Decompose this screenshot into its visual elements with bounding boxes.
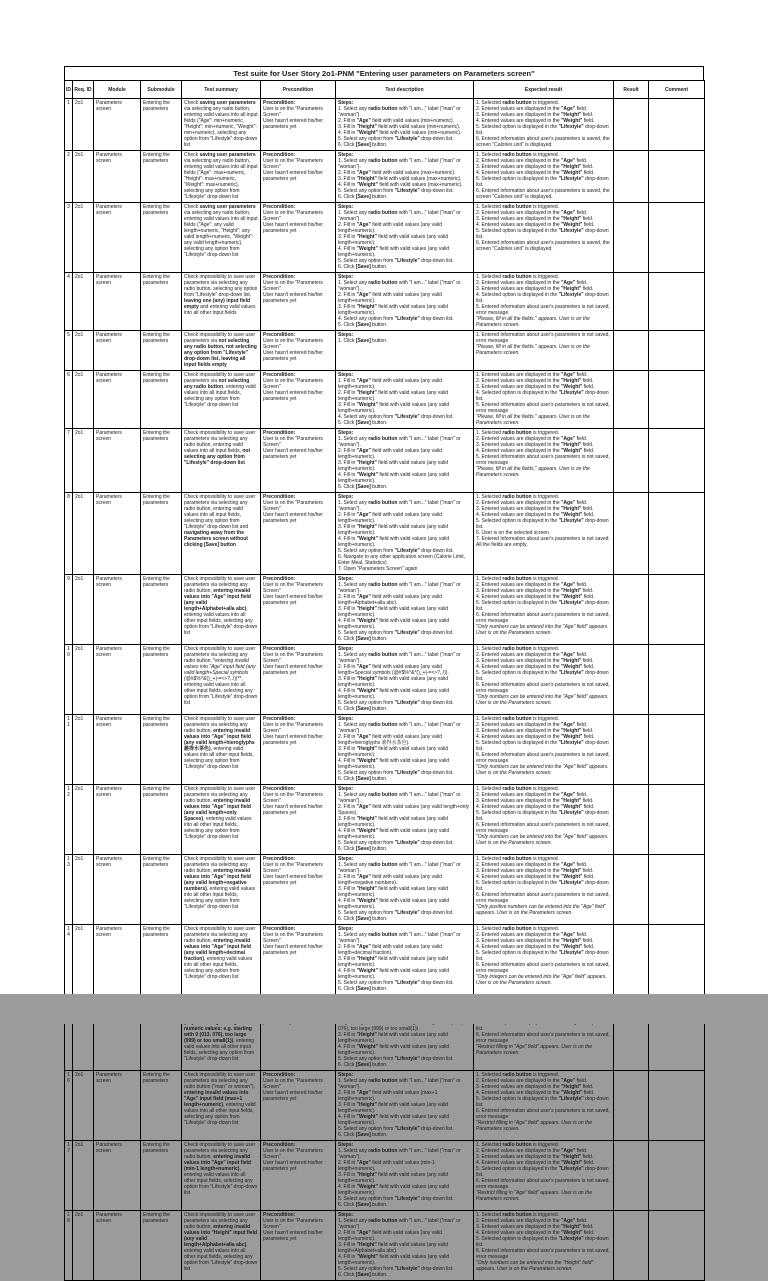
cell-result <box>614 1071 649 1141</box>
cell-req-id: 2o1 <box>73 1141 94 1211</box>
cell-result <box>614 925 649 995</box>
cell-expected-result: 1. Selected radio button is triggered. 2. Entered values are displayed in the "Age" field. 3. Entered values are displayed in the "Height" field. 4. Entered values are displayed in the "Weight" field. 5. Selected option is displayed in the "Lifestyle" drop-down list. 6. Entered information about user's parameters is not saved, error message "Only numbers can be entered into the "Age" field" appears. User is on the Parameters screen. <box>474 645 614 715</box>
cell-req-id: 2o1 <box>73 371 94 429</box>
cell-submodule: Entering the parameters <box>141 99 182 151</box>
cell-result <box>614 99 649 151</box>
cell-submodule: Entering the parameters <box>141 645 182 715</box>
cell-test-summary: Check impossibility to save user parameters via selecting any radio button, *entering invalid values into "Age" input field (any valid length+Special symbols (@#$%^&()_+|-=<>?,./))**, entering valid values into all other input fields, selecting any option from "Lifestyle" drop-down list <box>182 645 261 715</box>
cell-id: 3 <box>65 203 73 273</box>
cell-id: 14 <box>65 925 73 995</box>
cell-test-summary: Check impossibility to save user parameters via selecting any radio button, entering invalid values into "Age" input field (any valid length+hieroglyphs 誰得水茶色), entering valid values into all other input fields, selecting any option from "Lifestyle" drop-down list <box>182 715 261 785</box>
cell-test-description: Steps: 1. Select any radio button with "I am..." label ("man" or "woman"). 2. Fill in "Age" field with valid values (any valid length+Alphabet+alla abc). 3. Fill in "Height" field with valid values (any valid length+numeric). 4. Fill in "Weight" field with valid values (any valid length+numeric). 5. Select any option from "Lifestyle" drop-down list. 6. Click [Save] button. <box>336 575 474 645</box>
viewer-background-band <box>0 994 768 1024</box>
cell-expected-result: 1. Selected radio button is triggered. 2. Entered values are displayed in the "Age" field. 3. Entered values are displayed in the "Height" field. 4. Entered values are displayed in the "Weight" field. 5. Selected option is displayed in the "Lifestyle" drop-down list. 6. Entered information about user's parameters is not saved, error message "Restrict filling in "Age" field" appears. User is on the Parameters screen. <box>474 1071 614 1141</box>
test-suite-table <box>64 80 705 1281</box>
cell-test-summary: Check saving user parameters via selecting any radio button, entering valid values into all input fields ("Age": any valid length+numeric, "Height": any valid length+numeric, "Weight": any valid length+numeric), selecting any option from "Lifestyle" drop-down list <box>182 203 261 273</box>
cell-comment <box>649 429 705 493</box>
cell-test-description: Steps: 1. Select any radio button with "I am..." label ("man" or "woman"). 2. Fill in "Age" field with valid values (any valid length+only Spaces). 3. Fill in "Height" field with valid values (any valid length+numeric). 4. Fill in "Weight" field with valid values (any valid length+numeric). 5. Select any option from "Lifestyle" drop-down list. 6. Click [Save] button. <box>336 785 474 855</box>
table-row <box>65 331 705 371</box>
cell-test-description: Steps: 1. Select any radio button with "I am..." label ("man" or "woman"). 2. Fill in "Age" field with valid values (max+1 length+numeric). 3. Fill in "Height" field with valid values (any valid length+numeric). 4. Fill in "Weight" field with valid values (any valid length+numeric). 5. Select any option from "Lifestyle" drop-down list. 6. Click [Save] button. <box>336 1071 474 1141</box>
table-row <box>65 715 705 785</box>
table-row <box>65 273 705 331</box>
cell-test-description: Steps: 1. Select any radio button with "I am..." label ("man" or "woman"). 2. Fill in "Age" field with valid values (any valid length+numeric). 3. Fill in "Height" field with valid values (any valid length+numeric). 4. Fill in "Weight" field with valid values (any valid length+numeric). 5. Select any option from "Lifestyle" drop-down list. 6. Navigate to any other application screen (Calorie Limit, Enter Meal, Statistics) 7. Open "Parameters Screen" again <box>336 493 474 575</box>
table-row <box>65 371 705 429</box>
cell-submodule: Entering the parameters <box>141 785 182 855</box>
cell-test-summary: Check impossibility to save user parameters via selecting any radio button, entering invalid values into "Age" input field (any valid length+only Spaces), entering valid values into all other input fields, selecting any option from "Lifestyle" drop-down list <box>182 785 261 855</box>
table-row <box>65 575 705 645</box>
cell-submodule: Entering the parameters <box>141 331 182 371</box>
cell-precondition: Precondition: User is on the "Parameters Screen" User hasn't entered his/her parameters yet <box>261 645 336 715</box>
table-row <box>65 1141 705 1211</box>
cell-req-id: 2o1 <box>73 785 94 855</box>
table-row <box>65 645 705 715</box>
cell-submodule: Entering the parameters <box>141 925 182 995</box>
cell-precondition: Precondition: User is on the "Parameters Screen" User hasn't entered his/her parameters yet <box>261 331 336 371</box>
cell-test-summary: Check impossibility to save user parameters via selecting any radio button ("man" or woman"), entering invalid values into "Age" input field (max+1 length+numeric), entering valid values into all other input fields, selecting any option from "Lifestyle" drop-down list <box>182 1071 261 1141</box>
cell-test-description: Steps: 1. Select any radio button with "I am..." label ("man" or "woman"). 2. Fill in "Age" field with valid values (any valid length+decimal fraction). 3. Fill in "Height" field with valid values (any valid length+numeric). 4. Fill in "Weight" field with valid values (any valid length+numeric). 5. Select any option from "Lifestyle" drop-down list. 6. Click [Save] button. <box>336 925 474 995</box>
cell-precondition: Precondition: User is on the "Parameters Screen" User hasn't entered his/her parameters yet <box>261 925 336 995</box>
cell-id: 17 <box>65 1141 73 1211</box>
cell-comment <box>649 331 705 371</box>
cell-test-description: Steps: 1. Fill in "Age" field with valid values (any valid length+numeric). 2. Fill in "Height" field with valid values (any valid length+numeric). 3. Fill in "Weight" field with valid values (any valid length+numeric). 4. Select any option from "Lifestyle" drop-down list. 5. Click [Save] button. <box>336 371 474 429</box>
cell-test-summary: Check impossibility to save user parameters via selecting any radio button, entering invalid values into "Age" input field (any valid length+negative numbers), entering valid values into all other input fields, selecting any option from "Lifestyle" drop-down list <box>182 855 261 925</box>
cell-precondition: Precondition: User is on the "Parameters Screen" User hasn't entered his/her parameters yet <box>261 855 336 925</box>
column-header-precondition: Precondition <box>261 81 336 99</box>
cell-module: Parameters screen <box>94 785 141 855</box>
cell-precondition: Precondition: User is on the "Parameters Screen" User hasn't entered his/her parameters yet <box>261 1141 336 1211</box>
cell-test-description: Steps: 1. Select any radio button with "I am..." label ("man" or "woman"). 2. Fill in "Age" field with valid values (any valid length+numeric). 3. Fill in "Height" field with valid values (any valid length+numeric). 4. Fill in "Weight" field with valid values (any valid length+numeric). 5. Click [Save] button. <box>336 429 474 493</box>
cell-precondition: Precondition: User is on the "Parameters Screen" User hasn't entered his/her parameters yet <box>261 785 336 855</box>
cell-result <box>614 429 649 493</box>
cell-comment <box>649 715 705 785</box>
column-header-result: Result <box>614 81 649 99</box>
cell-precondition: Precondition: User is on the "Parameters Screen" User hasn't entered his/her parameters yet <box>261 429 336 493</box>
cell-precondition: Precondition: User is on the "Parameters Screen" User hasn't entered his/her parameters yet <box>261 203 336 273</box>
cell-test-description: Steps: 1. Select any radio button with "I am..." label ("man" or "woman"). 2. Fill in "Age" field with valid values (max+numeric). 3. Fill in "Height" field with valid values (max+numeric). 4. Fill in "Weight" field with valid values (max+numeric). 5. Select any option from "Lifestyle" drop-down list. 6. Click [Save] button. <box>336 151 474 203</box>
cell-id: 18 <box>65 1211 73 1281</box>
cell-id: 16 <box>65 1071 73 1141</box>
cell-comment <box>649 151 705 203</box>
cell-id: 9 <box>65 575 73 645</box>
cell-req-id: 2o1 <box>73 429 94 493</box>
table-row <box>65 429 705 493</box>
cell-expected-result: 1. Entered values are displayed in the "Age" field. 2. Entered values are displayed in the "Height" field. 3. Entered values are displayed in the "Weight" field. 4. Selected option is displayed in the "Lifestyle" drop-down list. 5. Entered information about user's parameters is not saved, error message "Please, fill in all the fields." appears. User is on the Parameters screen. <box>474 371 614 429</box>
cell-test-description: Steps: 1. Select any radio button with "I am..." label ("man" or "woman"). 2. Fill in "Age" field with valid values (any valid length+numeric). 3. Fill in "Height" field with valid values (any valid length+numeric). 4. Select any option from "Lifestyle" drop-down list. 5. Click [Save] button. <box>336 273 474 331</box>
cell-result <box>614 645 649 715</box>
cell-submodule: Entering the parameters <box>141 151 182 203</box>
cell-req-id: 2o1 <box>73 855 94 925</box>
cell-submodule: Entering the parameters <box>141 273 182 331</box>
cell-submodule: Entering the parameters <box>141 575 182 645</box>
cell-req-id: 2o1 <box>73 1071 94 1141</box>
cell-module: Parameters screen <box>94 925 141 995</box>
cell-expected-result: 1. Selected radio button is triggered. 2. Entered values are displayed in the "Age" field. 3. Entered values are displayed in the "Height" field. 4. Entered values are displayed in the "Weight" field. 5. Selected option is displayed in the "Lifestyle" drop-down list. 6. Entered information about user's parameters is not saved, error message "Only numbers can be entered into the "Age" field" appears. User is on the Parameters screen. <box>474 715 614 785</box>
cell-id: 11 <box>65 715 73 785</box>
cell-expected-result: 1. Selected radio button is triggered. 2. Entered values are displayed in the "Age" field. 3. Entered values are displayed in the "Height" field. 4. Entered values are displayed in the "Weight" field. 5. Selected option is displayed in the "Lifestyle" drop-down list. 6. Entered information about user's parameters is not saved, error message "Only numbers can be entered into the "Age" field" appears. User is on the Parameters screen. <box>474 575 614 645</box>
cell-id: 6 <box>65 371 73 429</box>
table-row <box>65 785 705 855</box>
cell-req-id: 2o1 <box>73 151 94 203</box>
cell-module: Parameters screen <box>94 1211 141 1281</box>
cell-result <box>614 575 649 645</box>
cell-comment <box>649 575 705 645</box>
column-header-test-summary: Test summary <box>182 81 261 99</box>
cell-id: 13 <box>65 855 73 925</box>
cell-expected-result: 1. Selected radio button is triggered. 2. Entered values are displayed in the "Age" field. 3. Entered values are displayed in the "Height" field. 4. Entered values are displayed in the "Weight" field. 5. Selected option is displayed in the "Lifestyle" drop-down list. 6. Entered information about user's parameters is saved, the screen "Calories unit" is displayed. <box>474 203 614 273</box>
cell-expected-result: 1. Selected radio button is triggered. 2. Entered values are displayed in the "Age" field. 3. Entered values are displayed in the "Height" field. 4. Entered values are displayed in the "Weight" field. 5. Selected option is displayed in the "Lifestyle" drop-down list. 6. Entered information about user's parameters is not saved, error message "Restrict filling in "Age" field" appears. User is on the Parameters screen. <box>474 1141 614 1211</box>
table-row <box>65 99 705 151</box>
cell-comment <box>649 1211 705 1281</box>
cell-module: Parameters screen <box>94 575 141 645</box>
cell-req-id: 2o1 <box>73 715 94 785</box>
cell-comment <box>649 785 705 855</box>
cell-result <box>614 203 649 273</box>
cell-expected-result: 1. Entered information about user's parameters is not saved, error message "Please, fill in all the fields." appears. User is on the Parameters screen. <box>474 331 614 371</box>
cell-result <box>614 331 649 371</box>
cell-test-description: Steps: 1. Select any radio button with "I am..." label ("man" or "woman"). 2. Fill in "Age" field with valid values (any valid length+numeric). 3. Fill in "Height" field with valid values (any valid length+numeric). 4. Fill in "Weight" field with valid values (any valid length+numeric). 5. Select any option from "Lifestyle" drop-down list. 6. Click [Save] button. <box>336 203 474 273</box>
cell-expected-result: 1. Selected radio button is triggered. 2. Entered values are displayed in the "Age" field. 3. Entered values are displayed in the "Height" field. 4. Entered values are displayed in the "Weight" field. 5. Selected option is displayed in the "Lifestyle" drop-down list. 6. Entered information about user's parameters is saved, the screen "Calories unit" is displayed. <box>474 99 614 151</box>
cell-comment <box>649 371 705 429</box>
cell-precondition: Precondition: User is on the "Parameters Screen" User hasn't entered his/her parameters yet <box>261 1071 336 1141</box>
cell-test-summary: Check impossibility to save user parameters via not selecting any radio button, entering valid values into all input fields, selecting any option from "Lifestyle" drop-down list <box>182 371 261 429</box>
cell-expected-result: list. 6. Entered information about user's parameters is not saved, error message "Restrict filling in "Age" field" appears. User is on the Parameters screen. <box>474 995 614 1071</box>
cell-precondition: Precondition: User is on the "Parameters Screen" User hasn't entered his/her parameters yet <box>261 715 336 785</box>
cell-test-summary: Check saving user parameters via selecting any radio button, entering valid values into all input fields ("Age": min+numeric, "Height": min+numeric, "Weight": min+numeric), selecting any option from "Lifestyle" drop-down list <box>182 99 261 151</box>
cell-comment <box>649 203 705 273</box>
cell-id: 1 <box>65 99 73 151</box>
cell-result <box>614 855 649 925</box>
cell-submodule: Entering the parameters <box>141 1071 182 1141</box>
cell-test-description: Steps: 1. Click [Save] button. <box>336 331 474 371</box>
table-row <box>65 1071 705 1141</box>
column-header-comment: Comment <box>649 81 705 99</box>
cell-id: 8 <box>65 493 73 575</box>
cell-submodule: Entering the parameters <box>141 1141 182 1211</box>
cell-module: Parameters screen <box>94 371 141 429</box>
cell-precondition: Precondition: User is on the "Parameters Screen" User hasn't entered his/her parameters yet <box>261 493 336 575</box>
cell-module: Parameters screen <box>94 331 141 371</box>
cell-id: 10 <box>65 645 73 715</box>
cell-result <box>614 371 649 429</box>
cell-req-id: 2o1 <box>73 331 94 371</box>
cell-submodule: Entering the parameters <box>141 715 182 785</box>
cell-test-description: Steps: 1. Select any radio button with "I am..." label ("man" or "woman"). 2. Fill in "Age" field with valid values (any valid length+hieroglyphs 誰得水茶色). 3. Fill in "Height" field with valid values (any valid length+numeric). 4. Fill in "Weight" field with valid values (any valid length+numeric). 5. Select any option from "Lifestyle" drop-down list. 6. Click [Save] button. <box>336 715 474 785</box>
cell-comment <box>649 273 705 331</box>
cell-test-summary: Check impossibility to save user parameters via selecting any radio button, entering invalid values into "Age" input field (any valid length+Alphabet+alla abc), entering valid values into all other input fields, selecting any option from "Lifestyle" drop-down list <box>182 575 261 645</box>
cell-req-id: 2o1 <box>73 575 94 645</box>
cell-test-summary: Check impossibility to save user parameters via selecting any radio button, entering invalid values into "Age" input field (any valid length+decimal fraction), entering valid values into all other input fields, selecting any option from "Lifestyle" drop-down list <box>182 925 261 995</box>
column-header-id: ID <box>65 81 73 99</box>
cell-id: 2 <box>65 151 73 203</box>
cell-result <box>614 151 649 203</box>
table-row <box>65 203 705 273</box>
cell-precondition: Precondition: User is on the "Parameters Screen" User hasn't entered his/her parameters yet <box>261 371 336 429</box>
cell-module: Parameters screen <box>94 1141 141 1211</box>
cell-comment <box>649 493 705 575</box>
cell-test-summary: Check saving user parameters via selecting any radio button, entering valid values into all input fields ("Age": max+numeric, "Height": max+numeric, "Weight": max+numeric), selecting any option from "Lifestyle" drop-down list <box>182 151 261 203</box>
cell-test-summary: Check impossibility to save user parameters via selecting any radio button, entering invalid values into "Age" input field (min-1 length+numeric), entering valid values into all other input fields, selecting any option from "Lifestyle" drop-down list <box>182 1141 261 1211</box>
cell-expected-result: 1. Selected radio button is triggered. 2. Entered values are displayed in the "Age" field. 3. Entered values are displayed in the "Height" field. 4. Entered values are displayed in the "Weight" field. 5. Entered information about user's parameters is not saved, error message "Please, fill in all the fields." appears. User is on the Parameters screen. <box>474 429 614 493</box>
cell-test-summary: Check impossibility to save user parameters via selecting any radio button, selecting any option from "Lifestyle" drop-down list, leaving one (any) input field empty and entering valid values into all other input fields <box>182 273 261 331</box>
cell-comment <box>649 645 705 715</box>
cell-module: Parameters screen <box>94 429 141 493</box>
cell-expected-result: 1. Selected radio button is triggered. 2. Entered values are displayed in the "Age" field. 3. Entered values are displayed in the "Height" field. 4. Entered values are displayed in the "Weight" field. 5. Selected option is displayed in the "Lifestyle" drop-down list. 6. Entered information about user's parameters is not saved, error message "Only numbers can be entered into the "Height" field" appears. User is on the Parameters screen. <box>474 1211 614 1281</box>
cell-req-id: 2o1 <box>73 273 94 331</box>
cell-test-summary: Check impossibility to save user parameters via selecting any radio button, entering invalid values into "Height" input field (any valid length+Alphabet+alla abc), entering valid values into all other input fields, selecting any option from "Lifestyle" drop-down list <box>182 1211 261 1281</box>
table-row <box>65 493 705 575</box>
cell-expected-result: 1. Selected radio button is triggered. 2. Entered values are displayed in the "Age" field. 3. Entered values are displayed in the "Height" field. 4. Entered values are displayed in the "Weight" field. 5. Selected option is displayed in the "Lifestyle" drop-down list. 6. Entered information about user's parameters is saved, the screen "Calories unit" is displayed. <box>474 151 614 203</box>
column-header-req-id: Req. ID <box>73 81 94 99</box>
table-row <box>65 151 705 203</box>
cell-expected-result: 1. Selected radio button is triggered. 2. Entered values are displayed in the "Age" field. 3. Entered values are displayed in the "Height" field. 4. Entered values are displayed in the "Weight" field. 5. Selected option is displayed in the "Lifestyle" drop-down list. 6. Entered information about user's parameters is not saved, error message "Only numbers can be entered into the "Age" field" appears. User is on the Parameters screen. <box>474 785 614 855</box>
cell-expected-result: 1. Selected radio button is triggered. 2. Entered values are displayed in the "Age" field. 3. Entered values are displayed in the "Height" field. 4. Selected option is displayed in the "Lifestyle" drop-down list. 5. Entered information about user's parameters is not saved, error message "Please, fill in all the fields." appears. User is on the Parameters screen. <box>474 273 614 331</box>
cell-precondition: Precondition: User is on the "Parameters Screen" User hasn't entered his/her parameters yet <box>261 99 336 151</box>
cell-result <box>614 493 649 575</box>
cell-result <box>614 273 649 331</box>
cell-test-description: Steps: 1. Select any radio button with "I am..." label ("man" or "woman"). 2. Fill in "Age" field with valid values (any valid length+negative numbers). 3. Fill in "Height" field with valid values (any valid length+numeric). 4. Fill in "Weight" field with valid values (any valid length+numeric). 5. Select any option from "Lifestyle" drop-down list. 6. Click [Save] button. <box>336 855 474 925</box>
cell-submodule: Entering the parameters <box>141 1211 182 1281</box>
cell-comment <box>649 99 705 151</box>
cell-module: Parameters screen <box>94 715 141 785</box>
cell-req-id: 2o1 <box>73 925 94 995</box>
cell-id: 4 <box>65 273 73 331</box>
cell-test-summary: Check impossibility to save user parameters via selecting any radio button, entering valid values into all input fields, not selecting any option from "Lifestyle" drop-down list <box>182 429 261 493</box>
cell-precondition: Precondition: User is on the "Parameters Screen" User hasn't entered his/her parameters yet <box>261 1211 336 1281</box>
cell-comment <box>649 855 705 925</box>
cell-comment <box>649 1071 705 1141</box>
cell-result <box>614 1141 649 1211</box>
cell-req-id: 2o1 <box>73 493 94 575</box>
table-row <box>65 855 705 925</box>
cell-module: Parameters screen <box>94 151 141 203</box>
page-title: Test suite for User Story 2o1-PNM "Entering user parameters on Parameters screen" <box>64 66 704 80</box>
column-header-submodule: Submodule <box>141 81 182 99</box>
cell-req-id: 2o1 <box>73 645 94 715</box>
cell-result <box>614 1211 649 1281</box>
column-header-module: Module <box>94 81 141 99</box>
cell-submodule: Entering the parameters <box>141 429 182 493</box>
cell-precondition: Precondition: User is on the "Parameters Screen" User hasn't entered his/her parameters yet <box>261 151 336 203</box>
cell-submodule: Entering the parameters <box>141 203 182 273</box>
cell-comment <box>649 925 705 995</box>
cell-precondition: Precondition: User is on the "Parameters Screen" User hasn't entered his/her parameters yet <box>261 575 336 645</box>
cell-test-description: Steps: 1. Select any radio button with "I am..." label ("man" or "woman"). 2. Fill in "Age" field with valid values (min-1 length+numeric). 3. Fill in "Height" field with valid values (any valid length+numeric). 4. Fill in "Weight" field with valid values (any valid length+numeric). 5. Select any option from "Lifestyle" drop-down list. 6. Click [Save] button. <box>336 1141 474 1211</box>
cell-module: Parameters screen <box>94 855 141 925</box>
cell-req-id: 2o1 <box>73 1211 94 1281</box>
cell-req-id: 2o1 <box>73 99 94 151</box>
cell-result <box>614 715 649 785</box>
cell-test-summary: Check impossibility to save user parameters via not selecting any radio button, not selecting any option from "Lifestyle" drop-down list, leaving all input fields empty <box>182 331 261 371</box>
table-header-row <box>65 81 705 99</box>
cell-test-description: Steps: 1. Select any radio button with "I am..." label ("man" or "woman"). 2. Fill in "Age" field with valid values (min+numeric). 3. Fill in "Height" field with valid values (min+numeric). 4. Fill in "Weight" field with valid values (min+numeric). 5. Select any option from "Lifestyle" drop-down list. 6. Click [Save] button. <box>336 99 474 151</box>
cell-comment <box>649 1141 705 1211</box>
cell-module: Parameters screen <box>94 99 141 151</box>
cell-id: 12 <box>65 785 73 855</box>
cell-expected-result: 1. Selected radio button is triggered. 2. Entered values are displayed in the "Age" field. 3. Entered values are displayed in the "Height" field. 4. Entered values are displayed in the "Weight" field. 5. Selected option is displayed in the "Lifestyle" drop-down list. 6. Entered information about user's parameters is not saved, error message "Only integers can be entered into the "Age" field" appears. User is on the Parameters screen. <box>474 925 614 995</box>
column-header-test-description: Test description <box>336 81 474 99</box>
cell-test-description: 076), too large (999) or too small(1)). 3. Fill in "Height" field with valid values (any valid length+numeric). 4. Fill in "Weight" field with valid values (any valid length+numeric). 5. Select any option from "Lifestyle" drop-down list. 6. Click [Save] button. <box>336 995 474 1071</box>
cell-expected-result: 1. Selected radio button is triggered. 2. Entered values are displayed in the "Age" field. 3. Entered values are displayed in the "Height" field. 4. Entered values are displayed in the "Weight" field. 5. Selected option is displayed in the "Lifestyle" drop-down list. 6. User is on the selected screen. 7. Entered information about user's parameters is not saved. All the fields are empty. <box>474 493 614 575</box>
cell-precondition: Precondition: User is on the "Parameters Screen" User hasn't entered his/her parameters yet <box>261 273 336 331</box>
cell-test-summary: numeric values: e.g. starting with 0 (013, 076), too large (999) or too small(1)), entering valid values into all other input fields, selecting any option from "Lifestyle" drop-down list <box>182 995 261 1071</box>
table-row <box>65 1211 705 1281</box>
cell-module: Parameters screen <box>94 493 141 575</box>
cell-result <box>614 785 649 855</box>
cell-module: Parameters screen <box>94 1071 141 1141</box>
table-row <box>65 925 705 995</box>
cell-submodule: Entering the parameters <box>141 493 182 575</box>
cell-req-id: 2o1 <box>73 203 94 273</box>
cell-expected-result: 1. Selected radio button is triggered. 2. Entered values are displayed in the "Age" field. 3. Entered values are displayed in the "Height" field. 4. Entered values are displayed in the "Weight" field. 5. Selected option is displayed in the "Lifestyle" drop-down list. 6. Entered information about user's parameters is not saved, error message "Only positive numbers can be entered into the "Age" field" appears. User is on the Parameters screen. <box>474 855 614 925</box>
cell-test-description: Steps: 1. Select any radio button with "I am..." label ("man" or "woman"). 2. Fill in "Age" field with valid values (any valid length+numeric). 3. Fill in "Height" field with valid values (any valid length+Alphabet+alla abc). 4. Fill in "Weight" field with valid values (any valid length+numeric). 5. Select any option from "Lifestyle" drop-down list. 6. Click [Save] button. <box>336 1211 474 1281</box>
cell-id: 7 <box>65 429 73 493</box>
cell-submodule: Entering the parameters <box>141 371 182 429</box>
cell-id: 5 <box>65 331 73 371</box>
cell-module: Parameters screen <box>94 273 141 331</box>
cell-test-summary: Check impossibility to save user parameters via selecting any radio button, entering valid values into all input fields, selecting any option from "Lifestyle" drop-down list and navigating away from the Parameters screen without clicking [Save] button <box>182 493 261 575</box>
cell-submodule: Entering the parameters <box>141 855 182 925</box>
column-header-expected-result: Expected result <box>474 81 614 99</box>
cell-test-description: Steps: 1. Select any radio button with "I am..." label ("man" or "woman"). 2. Fill in "Age" field with valid values (any valid length+Special symbols (@#$%^&*()_+|-=<>?,./)). 3. Fill in "Height" field with valid values (any valid length+numeric). 4. Fill in "Weight" field with valid values (any valid length+numeric). 5. Select any option from "Lifestyle" drop-down list. 6. Click [Save] button. <box>336 645 474 715</box>
cell-module: Parameters screen <box>94 203 141 273</box>
cell-module: Parameters screen <box>94 645 141 715</box>
